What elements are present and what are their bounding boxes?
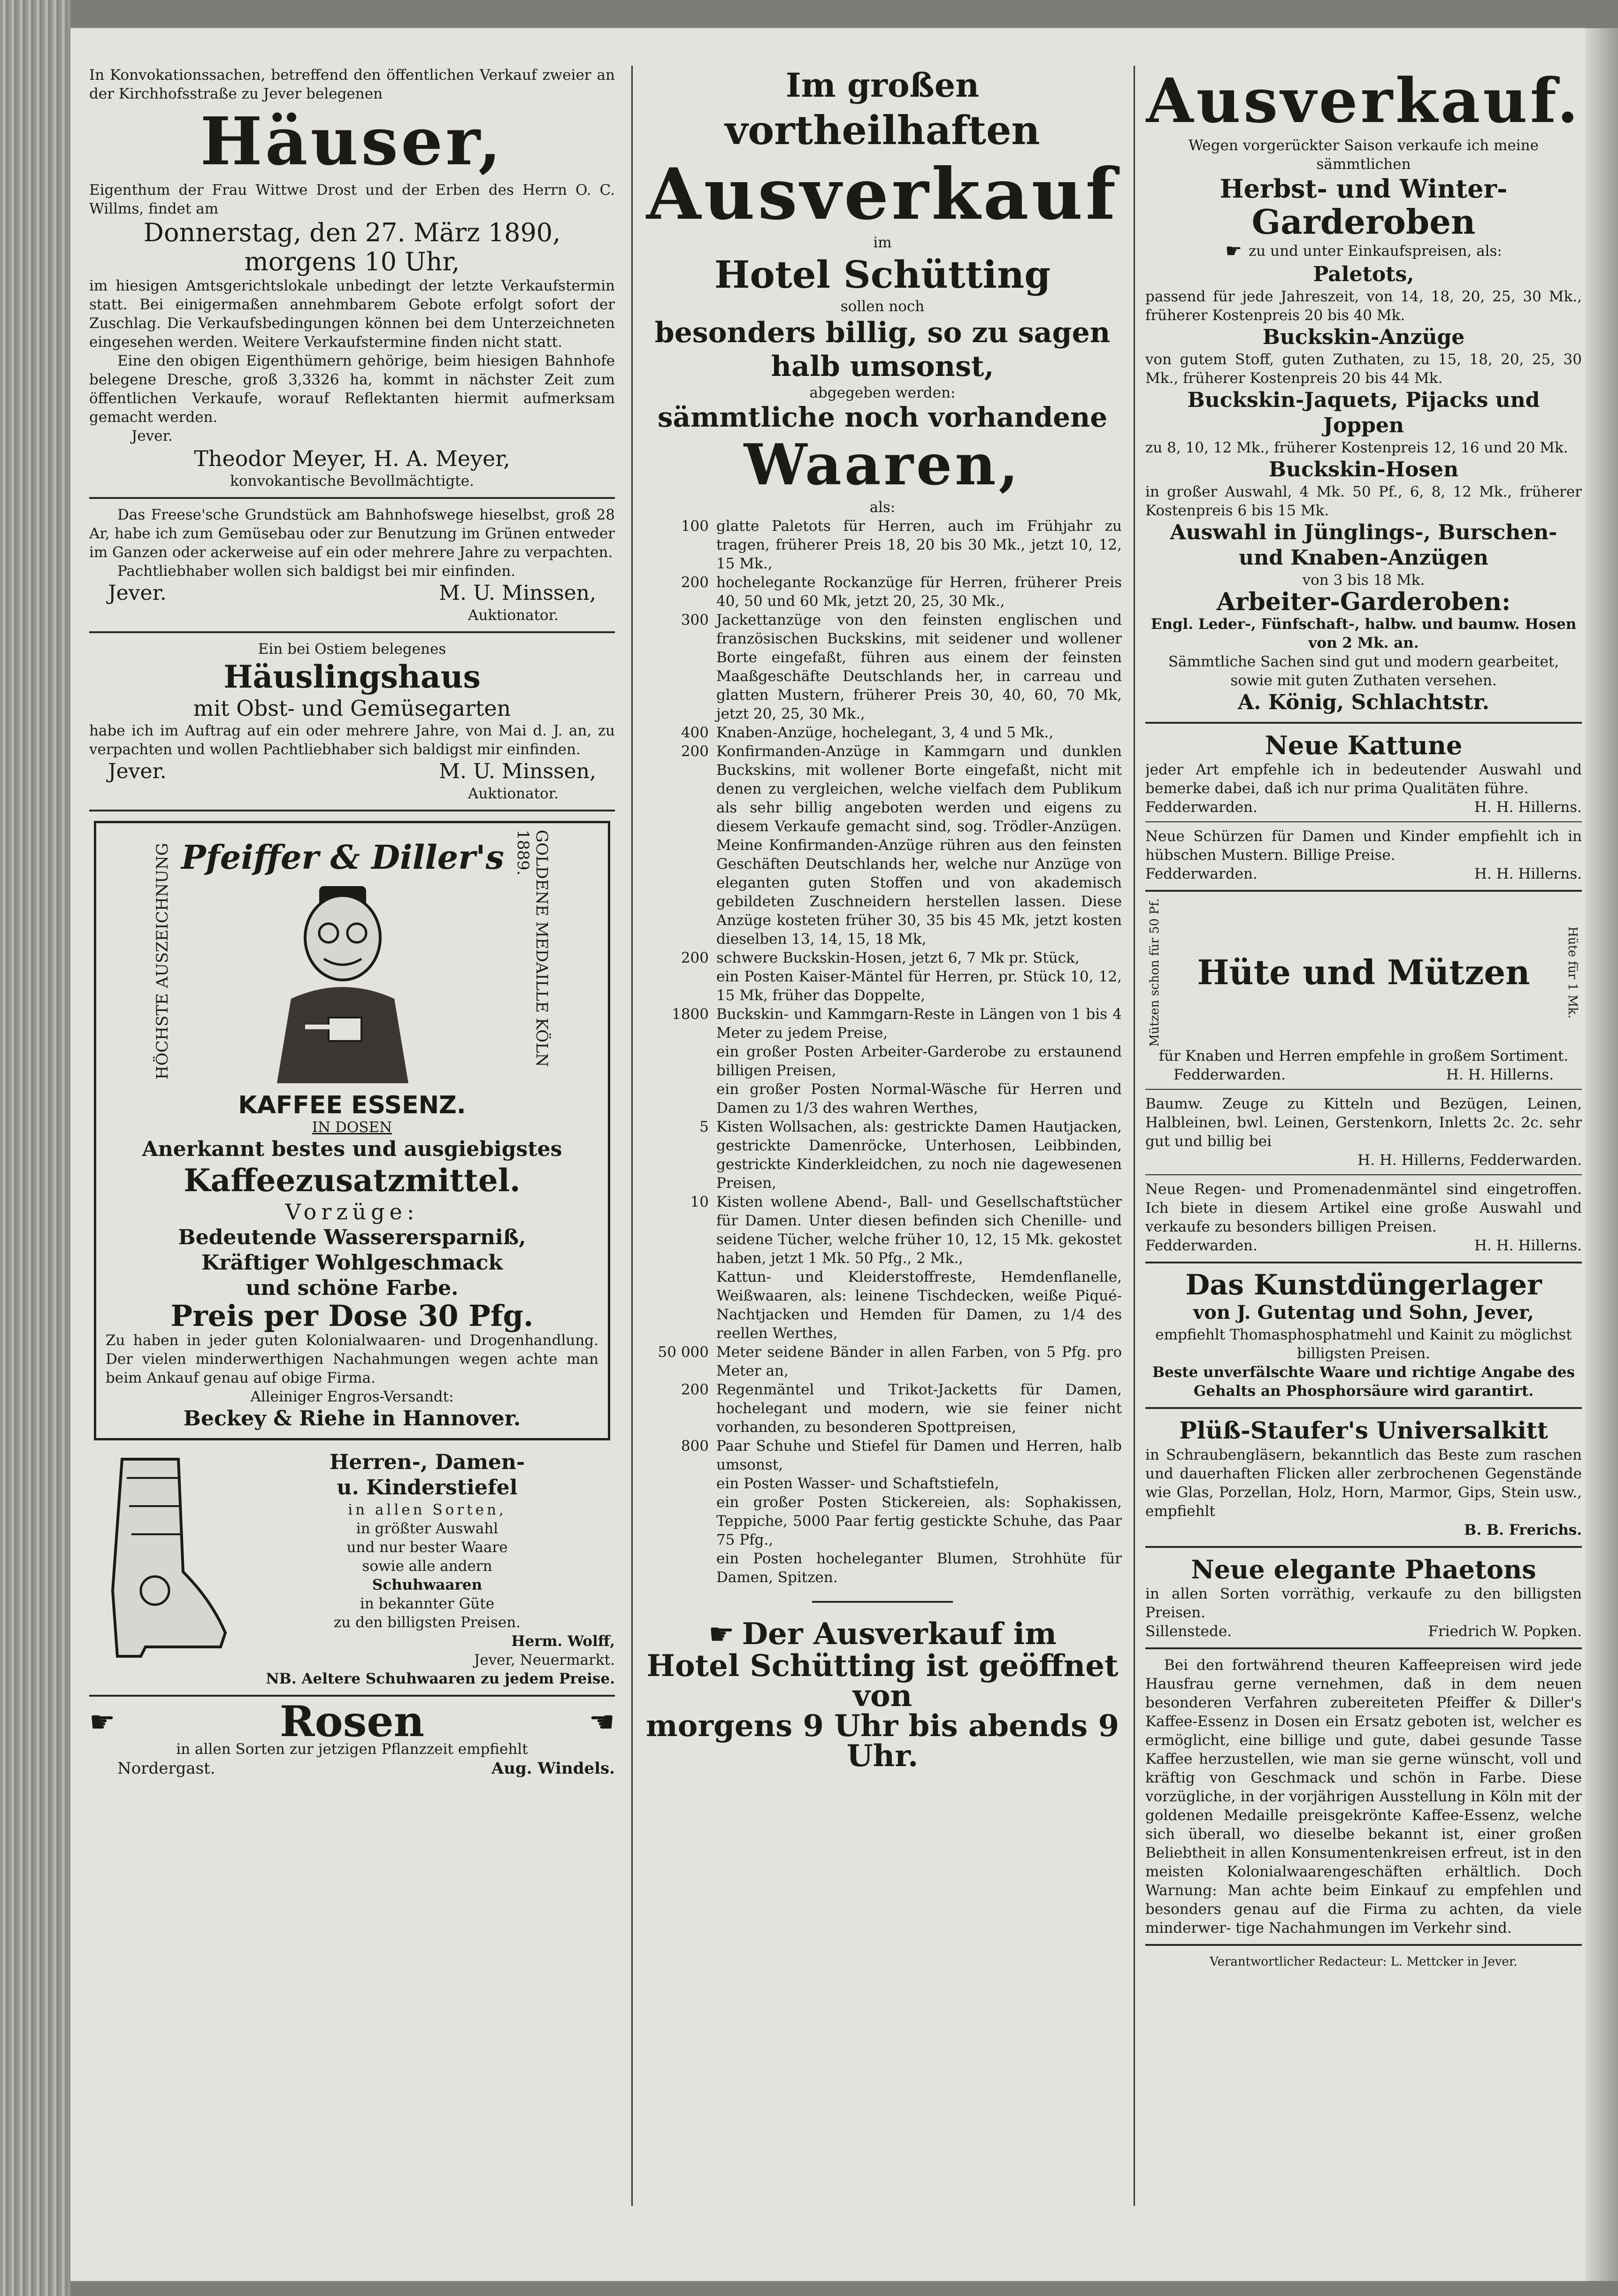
old-man-drinking-coffee-illustration <box>239 877 446 1083</box>
sale-item-description: schwere Buckskin-Hosen, jetzt 6, 7 Mk pr. Stück, <box>716 949 1080 966</box>
calico-title: Neue Kattune <box>1265 730 1463 760</box>
sale-item-quantity <box>643 1042 709 1080</box>
aprons-signature <box>1145 865 1582 883</box>
sale-item <box>643 742 1122 949</box>
advert-agent-label: Alleiniger Engros-Versandt: <box>250 1388 454 1405</box>
sale-item-quantity <box>643 1268 709 1343</box>
roses-title: Rosen <box>279 1697 425 1746</box>
sale-item <box>643 967 1122 1005</box>
advantage-3: und schöne Farbe. <box>245 1276 459 1300</box>
raincoats-signature <box>1145 1236 1582 1255</box>
sale-item-list <box>643 517 1122 1587</box>
youth-suits-title: Auswahl in Jünglings-, Burschen- und Knaben-Anzügen <box>1170 520 1557 570</box>
sale-item-description: ein großer Posten Normal-Wäsche für Herren und Damen zu 1/3 des wahren Werthes, <box>716 1081 1122 1117</box>
opening-hours-3: morgens 9 Uhr bis abends 9 Uhr. <box>645 1708 1120 1774</box>
pointing-hand-left-icon: ☚ <box>589 1704 615 1739</box>
divider <box>89 631 615 633</box>
cottage-title: Häuslingshaus <box>223 658 481 695</box>
trousers-desc: in großer Auswahl, 4 Mk. 50 Pf., 6, 8, 12 Mk., früherer Kostenpreis 6 bis 15 Mk. <box>1145 483 1582 519</box>
cottage-intro: Ein bei Ostiem belegenes <box>258 641 446 658</box>
sale-item-description: Buckskin- und Kammgarn-Reste in Längen von 1 bis 4 Meter zu jedem Preise, <box>716 1006 1122 1041</box>
boots-line-7: zu den billigsten Preisen. <box>333 1614 521 1631</box>
cotton-body: Baumw. Zeuge zu Kitteln und Bezügen, Leinen, Halbleinen, bwl. Leinen, Gerstenkorn, Inletts 2c. 2c. sehr gut und billig bei <box>1145 1095 1582 1150</box>
houses-title: Häuser, <box>200 103 504 180</box>
advert-price: Preis per Dose 30 Pfg. <box>170 1299 534 1333</box>
boots-signer: Herm. Wolff, <box>511 1633 615 1650</box>
houses-body: im hiesigen Amtsgerichtslokale unbedingt der letzte Verkaufstermin statt. Bei einigermaßen annehmbarem Gebote erfolgt sofort der Zuschlag. Die Verkaufsbedingungen können bei dem Unterzeichneten eingesehen werden. Weitere Verkaufstermine finden nicht statt. <box>89 277 615 351</box>
calico-body: jeder Art empfehle ich in bedeutender Auswahl und bemerke dabei, daß ich nur prima Qualitäten führe. <box>1145 761 1582 797</box>
sale-item-quantity: 400 <box>681 724 709 741</box>
pointing-hand-right-icon: ☛ <box>708 1617 735 1651</box>
sale-item <box>643 1437 1122 1474</box>
clearance-heading-1: Herbst- und Winter- <box>1219 174 1508 204</box>
buckskin-suits-title: Buckskin-Anzüge <box>1262 325 1465 349</box>
divider <box>1145 1262 1582 1263</box>
divider <box>1145 1174 1582 1175</box>
roses-signer: Aug. Windels. <box>491 1759 615 1778</box>
sale-item-quantity: 50 000 <box>658 1344 709 1361</box>
sale-item <box>643 723 1122 742</box>
glue-signer: B. B. Frerichs. <box>1464 1522 1582 1539</box>
roses-signature <box>89 1759 615 1778</box>
divider <box>1145 1647 1582 1649</box>
divider <box>1145 1944 1582 1946</box>
roses-place: Nordergast. <box>117 1759 215 1778</box>
cottage-subtitle: mit Obst- und Gemüsegarten <box>193 696 511 721</box>
paletots-desc: passend für jede Jahreszeit, von 14, 18, 20, 25, 30 Mk., früherer Kostenpreis 20 bis 40 Mk. <box>1145 288 1582 324</box>
trousers-title: Buckskin-Hosen <box>1268 458 1459 482</box>
sale-item <box>643 1268 1122 1343</box>
divider <box>1145 890 1582 892</box>
houses-body-2: Eine den obigen Eigenthümern gehörige, beim hiesigen Bahnhofe belegene Dresche, groß 3,3326 ha, kommt in nächster Zeit zum öffentlichen Verkaufe, worauf Reflektanten hiermit aufmerksam gemacht werden. <box>89 352 615 426</box>
aprons-signer: H. H. Hillerns. <box>1474 865 1582 882</box>
hotel-name: Hotel Schütting <box>714 253 1051 297</box>
boots-note: NB. Aeltere Schuhwaaren zu jedem Preise. <box>266 1670 615 1687</box>
clearance-signature: A. König, Schlachtstr. <box>1238 690 1489 714</box>
column-1 <box>89 66 615 2206</box>
sale-item <box>643 1042 1122 1080</box>
plot-lease-signature <box>89 581 615 606</box>
clearance-intro: Wegen vorgerückter Saison verkaufe ich meine sämmtlichen <box>1189 137 1539 173</box>
opening-hours-1: Der Ausverkauf im <box>742 1616 1057 1652</box>
sale-item <box>643 1343 1122 1380</box>
phaetons-body: in allen Sorten vorräthig, verkaufe zu den billigsten Preisen. <box>1145 1585 1582 1622</box>
plot-lease-body: Das Freese'sche Grundstück am Bahnhofswege hieselbst, groß 28 Ar, habe ich zum Gemüsebau oder zur Benutzung im Grünen entweder im Ganzen oder ackerweise auf ein oder mehrere Jahre zu verpachten. <box>89 506 615 561</box>
divider <box>1145 1546 1582 1548</box>
sale-as-label: als: <box>869 499 896 516</box>
boots-line-6: in bekannter Güte <box>360 1595 495 1612</box>
opening-hours-line-1 <box>643 1617 1122 1651</box>
glue-body: in Schraubengläsern, bekanntlich das Beste zum raschen und dauerhaften Flicken aller zerbrochenen Gegenstände wie Glas, Porzellan, Holz, Horn, Marmor, Gips, Stein usw., empfiehlt <box>1145 1446 1582 1520</box>
sale-item <box>643 517 1122 573</box>
cottage-signer: M. U. Minssen, <box>438 759 596 783</box>
sale-item-quantity <box>643 967 709 1005</box>
cottage-place: Jever. <box>108 759 167 783</box>
sale-item-description: Paar Schuhe und Stiefel für Damen und Herren, halb umsonst, <box>716 1438 1122 1473</box>
sale-subtitle-3: abgegeben werden: <box>809 384 956 401</box>
buckskin-suits-desc: von gutem Stoff, guten Zuthaten, zu 15, 18, 20, 25, 30 Mk., früherer Kostenpreis 20 bis 44 Mk. <box>1145 351 1582 387</box>
plot-lease-signer: M. U. Minssen, <box>438 581 596 605</box>
boots-line-5: Schuhwaaren <box>372 1577 483 1593</box>
divider <box>1145 722 1582 724</box>
sale-item <box>643 1380 1122 1437</box>
column-rule-1 <box>631 66 633 2206</box>
sale-item-description: Regenmäntel und Trikot-Jacketts für Damen, hochelegant und modern, wie sie feiner nicht vorhanden, zu besonderen Spottpreisen, <box>716 1381 1122 1436</box>
clearance-title: Ausverkauf. <box>1146 66 1581 137</box>
hats-side-note-left: Mützen schon für 50 Pf. <box>1148 898 1162 1047</box>
houses-place: Jever. <box>131 428 173 444</box>
boots-line-1: in allen Sorten, <box>348 1501 506 1518</box>
jackets-desc: zu 8, 10, 12 Mk., früherer Kostenpreis 12, 16 und 20 Mk. <box>1145 439 1568 456</box>
hats-place: Fedderwarden. <box>1173 1066 1286 1084</box>
boots-advert <box>89 1450 615 1688</box>
raincoats-signer: H. H. Hillerns. <box>1474 1237 1582 1255</box>
sale-item-quantity <box>643 1493 709 1549</box>
sale-subtitle-4: sämmtliche noch vorhandene <box>657 401 1108 433</box>
sale-subtitle-1: sollen noch <box>840 298 925 315</box>
coffee-advert-illustration <box>106 830 598 1093</box>
phaetons-title: Neue elegante Phaetons <box>1191 1554 1536 1585</box>
divider <box>1145 1089 1582 1090</box>
aprons-body: Neue Schürzen für Damen und Kinder empfiehlt ich in hübschen Mustern. Billige Preise. <box>1145 828 1582 864</box>
opening-hours-2: Hotel Schütting ist geöffnet von <box>646 1648 1119 1714</box>
column-3 <box>1145 66 1582 2206</box>
hats-title: Hüte und Mützen <box>1197 952 1530 993</box>
sale-title-goods: Waaren, <box>744 432 1021 498</box>
houses-owner: Eigenthum der Frau Wittwe Drost und der Erben des Herrn O. C. Willms, findet am <box>89 182 615 217</box>
pfeiffer-diller-logo: Pfeiffer & Diller's <box>181 837 504 877</box>
sale-item <box>643 1080 1122 1117</box>
paletots-title: Paletots, <box>1313 262 1414 286</box>
sale-item-quantity: 1800 <box>672 1006 709 1023</box>
workwear-desc: Engl. Leder-, Fünfschaft-, halbw. und baumw. Hosen von 2 Mk. an. <box>1150 616 1577 651</box>
sale-item-description: Knaben-Anzüge, hochelegant, 3, 4 und 5 Mk., <box>716 724 1054 741</box>
sale-title-4: im <box>873 234 892 251</box>
sale-item-quantity: 300 <box>681 612 709 628</box>
fertilizer-body: empfiehlt Thomasphosphatmehl und Kainit zu möglichst billigsten Preisen. <box>1155 1326 1572 1362</box>
sale-item-description: Meter seidene Bänder in allen Farben, von 5 Pfg. pro Meter an, <box>716 1344 1122 1379</box>
sale-item <box>643 1005 1122 1042</box>
sale-item-quantity: 5 <box>699 1118 709 1135</box>
product-name: KAFFEE ESSENZ. <box>238 1091 466 1119</box>
sale-item-quantity: 200 <box>681 574 709 591</box>
sale-title-3: Ausverkauf <box>646 153 1119 236</box>
boots-line-3: und nur bester Waare <box>346 1539 508 1556</box>
sale-item <box>643 1193 1122 1268</box>
sale-item-quantity: 200 <box>681 1381 709 1398</box>
editor-footer: Verantwortlicher Redacteur: L. Mettcker in Jever. <box>1210 1955 1518 1969</box>
calico-place: Fedderwarden. <box>1145 799 1258 816</box>
jackets-title: Buckskin-Jaquets, Pijacks und Joppen <box>1187 388 1540 437</box>
book-spine-edge <box>0 0 70 2296</box>
sale-title-2: vortheilhaften <box>725 107 1040 153</box>
sale-item-quantity: 10 <box>690 1194 709 1210</box>
raincoats-place: Fedderwarden. <box>1145 1237 1258 1255</box>
houses-date: Donnerstag, den 27. März 1890, <box>143 218 561 247</box>
clearance-price-note <box>1145 240 1582 262</box>
calico-signer: H. H. Hillerns. <box>1474 799 1582 816</box>
sale-item <box>643 573 1122 611</box>
boots-title-2: u. Kinderstiefel <box>337 1476 518 1500</box>
houses-time: morgens 10 Uhr, <box>244 247 460 276</box>
sale-item <box>643 1493 1122 1549</box>
clearance-price-note-text: zu und unter Einkaufspreisen, als: <box>1248 243 1502 260</box>
cotton-signer: H. H. Hillerns, Fedderwarden. <box>1357 1152 1582 1169</box>
boot-illustration <box>89 1450 230 1666</box>
phaetons-signature <box>1145 1622 1582 1641</box>
sale-item-quantity <box>643 1474 709 1493</box>
advert-title: Kaffeezusatzmittel. <box>184 1162 521 1199</box>
sale-item-description: ein Posten hocheleganter Blumen, Strohhüte für Damen, Spitzen. <box>716 1550 1122 1586</box>
cottage-role: Auktionator. <box>468 785 559 802</box>
fertilizer-title: Das Kunstdüngerlager <box>1185 1269 1542 1302</box>
houses-intro: In Konvokationssachen, betreffend den öffentlichen Verkauf zweier an der Kirchhofsstraße zu Jever belegenen <box>89 67 615 102</box>
pointing-hand-right-icon: ☛ <box>1225 240 1242 262</box>
roses-body: in allen Sorten zur jetzigen Pflanzzeit empfiehlt <box>176 1741 528 1758</box>
glue-title: Plüß-Staufer's Universalkitt <box>1179 1416 1548 1445</box>
sale-item-description: Kattun- und Kleiderstoffreste, Hemdenflanelle, Weißwaaren, als: leinene Tischdecken, weiße Piqué-Nachtjacken und Hemden für Damen, zu 1/4 des reellen Werthes, <box>716 1269 1122 1342</box>
fertilizer-subtitle: von J. Gutentag und Sohn, Jever, <box>1193 1301 1534 1324</box>
product-subtitle: IN DOSEN <box>312 1119 392 1136</box>
calico-signature <box>1145 798 1582 817</box>
sale-item <box>643 611 1122 723</box>
sale-item-description: Kisten wollene Abend-, Ball- und Gesellschaftstücher für Damen. Unter diesen befinden sich Chenille- und seidene Tücher, welche früher 10, 12, 15 Mk. gekostet haben, jetzt 1 Mk. 50 Pfg., 2 Mk., <box>716 1194 1122 1267</box>
hats-body: für Knaben und Herren empfehle in großem Sortiment. <box>1158 1048 1569 1065</box>
sale-item-description: Jackettanzüge von den feinsten englischen und französischen Buckskins, mit seidener und wollener Borte eingefaßt, führen aus einem der feinsten Maaßgeschäfte Deutschlands her, in carreau und glatten Mustern, früherer Preis 30, 40, 60, 70 Mk, jetzt 20, 25, 30 Mk., <box>716 612 1122 722</box>
advert-firm: Beckey & Riehe in Hannover. <box>183 1407 521 1431</box>
raincoats-body: Neue Regen- und Promenadenmäntel sind eingetroffen. Ich biete in diesem Artikel eine große Auswahl und verkaufe zu besonders billigen Preisen. <box>1145 1181 1582 1236</box>
sale-item-quantity <box>643 1080 709 1117</box>
sale-item-description: ein Posten Wasser- und Schaftstiefeln, <box>716 1475 999 1492</box>
clearance-heading-2: Garderoben <box>1251 202 1476 242</box>
advantage-2: Kräftiger Wohlgeschmack <box>201 1251 503 1275</box>
hats-signer: H. H. Hillerns. <box>1446 1066 1554 1084</box>
boots-line-2: in größter Auswahl <box>356 1520 498 1537</box>
hats-signature <box>1145 1065 1582 1084</box>
phaetons-place: Sillenstede. <box>1145 1623 1232 1640</box>
sale-item-quantity: 200 <box>681 743 709 760</box>
boots-address: Jever, Neuermarkt. <box>474 1652 615 1668</box>
roses-header <box>89 1697 615 1746</box>
divider <box>89 810 615 811</box>
cottage-body: habe ich im Auftrag auf ein oder mehrere Jahre, von Mai d. J. an, zu verpachten und wollen Pachtliebhaber sich baldigst mir einfinden. <box>89 722 615 758</box>
sale-item <box>643 949 1122 967</box>
boots-title-1: Herren-, Damen- <box>329 1450 525 1474</box>
sale-item-description: Konfirmanden-Anzüge in Kammgarn und dunklen Buckskins, mit wollener Borte eingefaßt, nicht mit denen zu vergleichen, welche vielfach dem Publikum als sehr billig angeboten werden und eigens zu diesem Verkaufe gemacht sind, sog. Trödler-Anzügen. Meine Konfirmanden-Anzüge rühren aus den feinsten Geschäften Deutschlands her, welche nur Anzüge von eleganten guten Stoffen und von akademisch gebildeten Zuschneidern herstellen lassen. Diese Anzüge kosteten früher 30, 35 bis 45 Mk, jetzt kosten dieselben 13, 14, 15, 18 Mk, <box>716 743 1122 948</box>
divider <box>1145 821 1582 822</box>
advert-body: Zu haben in jeder guten Kolonialwaaren- und Drogenhandlung. Der vielen minderwerthigen Nachahmungen wegen achte man beim Ankauf genau auf obige Firma. <box>106 1332 598 1386</box>
advert-advantages-heading: Vorzüge: <box>285 1199 419 1225</box>
hats-header <box>1145 898 1582 1047</box>
boots-line-4: sowie alle andern <box>362 1558 492 1575</box>
sale-item <box>643 1117 1122 1193</box>
sale-item-quantity: 100 <box>681 518 709 535</box>
plot-lease-role: Auktionator. <box>468 607 559 624</box>
sale-title-1: Im großen <box>785 66 980 105</box>
sale-item-description: glatte Paletots für Herren, auch im Frühjahr zu tragen, früherer Preis 18, 20 bis 30 Mk., jetzt 10, 12, 15 Mk., <box>716 518 1122 572</box>
divider <box>812 1601 953 1603</box>
phaetons-signer: Friedrich W. Popken. <box>1428 1623 1582 1640</box>
sale-item-quantity: 200 <box>681 949 709 966</box>
sale-item-quantity <box>643 1549 709 1587</box>
houses-signature: Theodor Meyer, H. A. Meyer, <box>194 446 510 471</box>
aprons-place: Fedderwarden. <box>1145 865 1258 882</box>
plot-lease-place: Jever. <box>108 581 167 605</box>
coffee-notice-body: Bei den fortwährend theuren Kaffeepreisen wird jede Hausfrau gerne vernehmen, daß in dem neuen besonderen Verfahren zubereiteten Pfeiffer & Diller's Kaffee-Essenz in Dosen ein Ersatz geboten ist, welcher es ermöglicht, eine billige und gute, dabei gesunde Tasse Kaffee herzustellen, wie man sie gerne wünscht, voll und kräftig von Geschmack und schön in Farbe. Diese vorzügliche, in der vorjährigen Ausstellung in Köln mit der goldenen Medaille preisgekrönte Kaffee-Essenz, welche sich überall, wo dieselbe bekannt ist, einer großen Beliebtheit in allen Konsumentenkreisen erfreut, ist in den meisten Kolonialwaarengeschäften erhältlich. Doch Warnung: Man achte beim Einkauf zu empfehlen und besonders genau auf die Firma zu achten, da viele minderwer- tige Nachahmungen im Verkehr sind. <box>1145 1657 1582 1937</box>
sale-item <box>643 1549 1122 1587</box>
pointing-hand-right-icon: ☛ <box>89 1704 115 1739</box>
houses-signature-role: konvokantische Bevollmächtigte. <box>230 473 474 490</box>
fertilizer-body-2: Beste unverfälschte Waare und richtige Angabe des Gehalts an Phosphorsäure wird garantirt. <box>1152 1364 1575 1400</box>
advantage-1: Bedeutende Wasserersparniß, <box>178 1225 526 1249</box>
workwear-title: Arbeiter-Garderoben: <box>1216 588 1511 616</box>
coffee-essence-advert <box>94 821 610 1440</box>
sale-item-description: hochelegante Rockanzüge für Herren, früherer Preis 40, 50 und 60 Mk, jetzt 20, 25, 30 Mk., <box>716 574 1122 610</box>
sale-subtitle-2: besonders billig, so zu sagen halb umsonst, <box>654 316 1111 383</box>
sale-item-description: ein großer Posten Stickereien, als: Sophakissen, Teppiche, 5000 Paar fertig gestickte Schuhe, das Paar 75 Pfg., <box>716 1494 1122 1548</box>
sale-item-description: ein Posten Kaiser-Mäntel für Herren, pr. Stück 10, 12, 15 Mk, früher das Doppelte, <box>716 968 1122 1004</box>
clearance-quality-note: Sämmtliche Sachen sind gut und modern gearbeitet, sowie mit guten Zuthaten versehen. <box>1168 653 1559 689</box>
cottage-signature <box>89 759 615 784</box>
sale-item-quantity: 800 <box>681 1438 709 1454</box>
youth-suits-desc: von 3 bis 18 Mk. <box>1302 572 1425 589</box>
medal-text-right: GOLDENE MEDAILLE KÖLN 1889. <box>513 830 551 1067</box>
column-2 <box>643 66 1122 2206</box>
plot-lease-body-2: Pachtliebhaber wollen sich baldigst bei mir einfinden. <box>117 563 516 580</box>
medal-text-left: HÖCHSTE AUSZEICHNUNG <box>153 842 172 1080</box>
page-curl-shadow <box>1585 28 1618 2281</box>
hats-side-note-right: Hüte für 1 Mk. <box>1565 926 1580 1019</box>
sale-item <box>643 1474 1122 1493</box>
sale-item-description: ein großer Posten Arbeiter-Garderobe zu erstaunend billigen Preisen, <box>716 1043 1122 1079</box>
sale-item-description: Kisten Wollsachen, als: gestrickte Damen Hautjacken, gestrickte Damenröcke, Unterhosen, Leibbinden, gestrickte Kinderkleidchen, zu noch nie dagewesenen Preisen, <box>716 1118 1122 1192</box>
divider <box>89 497 615 499</box>
divider <box>1145 1407 1582 1409</box>
advert-claim: Anerkannt bestes und ausgiebigstes <box>142 1137 562 1161</box>
column-rule-2 <box>1134 66 1135 2206</box>
